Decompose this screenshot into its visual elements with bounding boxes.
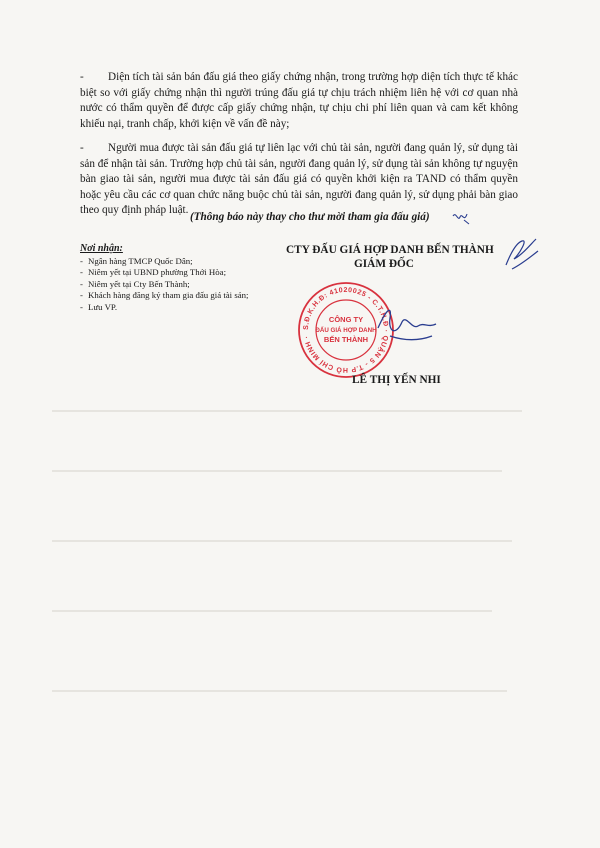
bleed-through-line <box>52 690 507 692</box>
recipient-item: - Niêm yết tại Cty Bến Thành; <box>80 279 260 291</box>
bleed-through-line <box>52 410 522 412</box>
seal-line-3: BẾN THÀNH <box>323 335 369 344</box>
bleed-through-line <box>52 610 492 612</box>
initials-mark-icon <box>450 208 472 228</box>
recipient-item: - Niêm yết tại UBND phường Thới Hòa; <box>80 267 260 279</box>
seal-ring-text: S.Đ.K.H.Đ: 41020025 - C.T.H.Đ · QUẬN 5 - T.P HỒ CHÍ MINH · <box>302 286 390 374</box>
company-initial-signature-icon <box>500 235 542 277</box>
recipient-item: - Ngân hàng TMCP Quốc Dân; <box>80 256 260 268</box>
director-signature-icon <box>372 300 442 350</box>
recipients-heading: Nơi nhận: <box>80 243 123 254</box>
signer-name: LÊ THỊ YẾN NHI <box>352 374 441 386</box>
seal-line-2: ĐẤU GIÁ HỢP DANH <box>315 327 377 334</box>
seal-line-1: CÔNG TY <box>328 315 364 324</box>
recipient-item: - Lưu VP. <box>80 302 260 314</box>
notice-line: (Thông báo này thay cho thư mời tham gia đấu giá) <box>190 211 430 223</box>
bullet-text: Diện tích tài sản bán đấu giá theo giấy chứng nhận, trong trường hợp diện tích thực tế khác biệt so với giấy chứng nhận thì người trúng đấu giá tự chịu trách nhiệm liên hệ với cơ quan nhà nước có thẩm quyền để được cấp giấy chứng nhận, tự chịu chi phí liên quan và cam kết không khiếu nại, tranh chấp, khởi kiện về vấn đề này; <box>80 71 518 130</box>
bleed-through-line <box>52 470 502 472</box>
director-title: GIÁM ĐỐC <box>354 258 414 270</box>
bleed-through-line <box>52 540 512 542</box>
recipients-block <box>80 243 260 313</box>
bullet-dash: - <box>80 71 84 83</box>
recipient-item: - Khách hàng đăng ký tham gia đấu giá tài sản; <box>80 290 260 302</box>
bullet-text: Người mua được tài sản đấu giá tự liên lạc với chủ tài sản, người đang quản lý, sử dụng tài sản để nhận tài sản. Trường hợp chủ tài sản, người đang quản lý, sử dụng tài sản không tự nguyện bàn giao tài sản, người mua được tài sản đấu giá có quyền khởi kiện ra TAND có thẩm quyền hoặc yêu cầu các cơ quan chức năng buộc chủ tài sản, người đang quản lý, sử dụng phải bàn giao theo quy định pháp luật. <box>80 142 518 217</box>
bullet-dash: - <box>80 142 84 154</box>
company-name: CTY ĐẤU GIÁ HỢP DANH BẾN THÀNH <box>286 244 494 256</box>
condition-area-bullet <box>80 70 518 132</box>
